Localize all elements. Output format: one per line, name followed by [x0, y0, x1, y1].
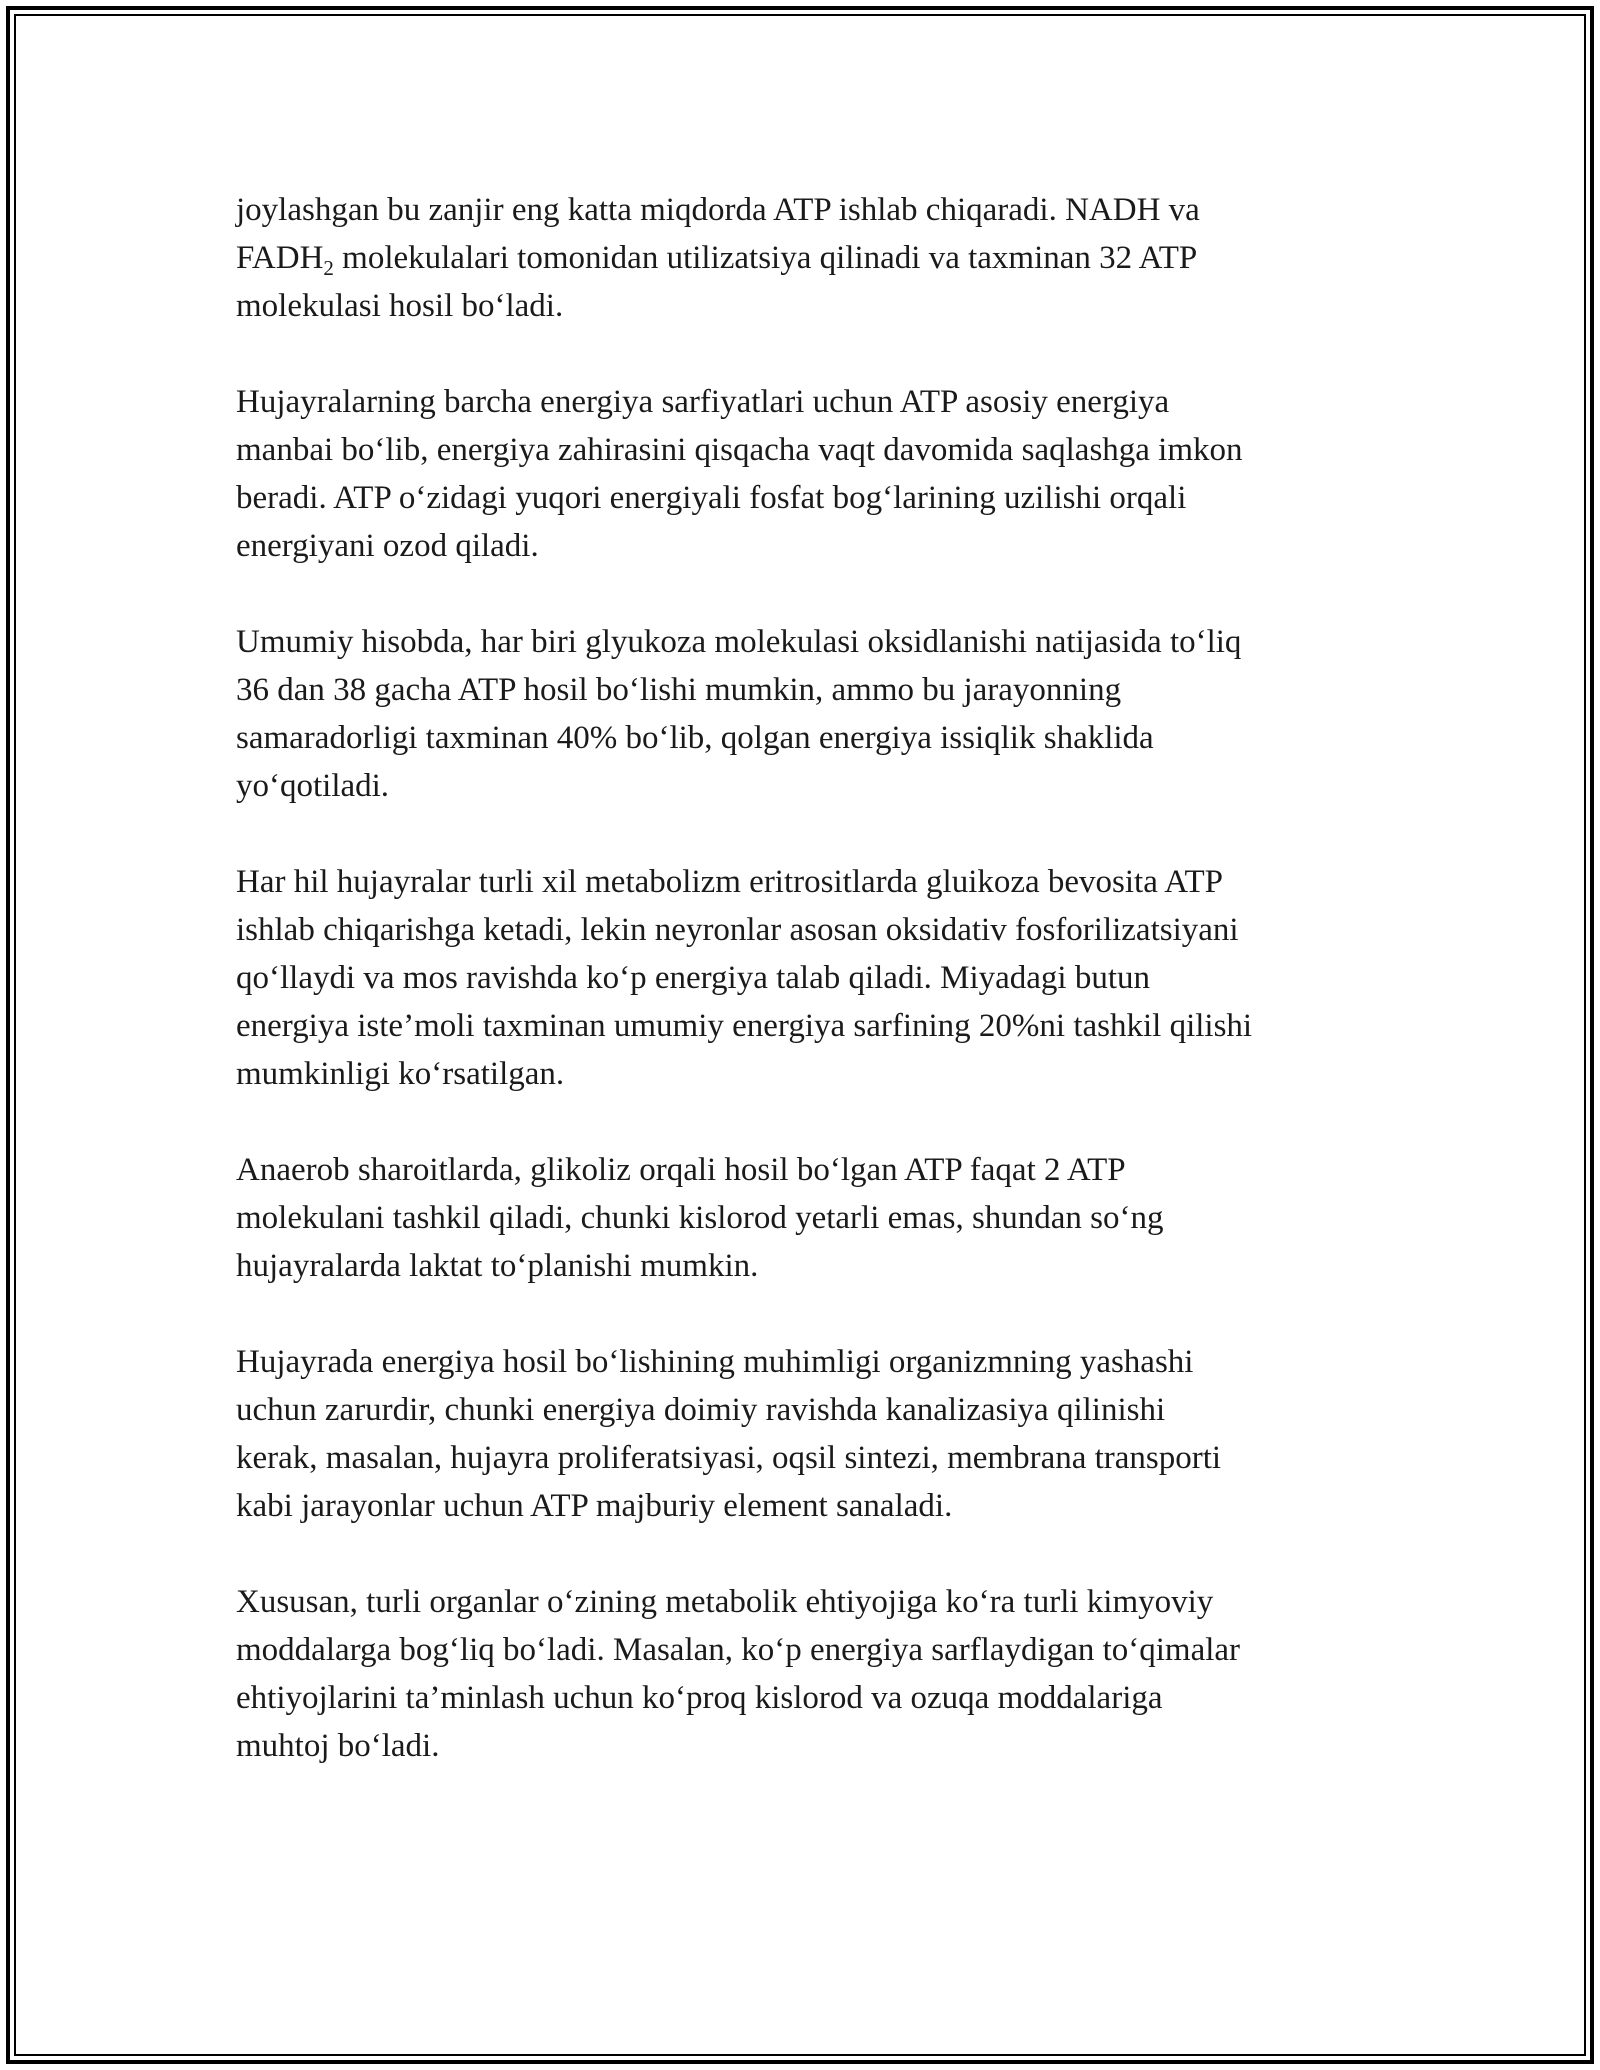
paragraph-1-line-2: molekulalari tomonidan utilizatsiya qilinadi va taxminan 32 ATP	[333, 240, 1198, 276]
fadh-subscript: 2	[323, 256, 334, 280]
paragraph-1-line-1: joylashgan bu zanjir eng katta miqdorda ATP ishlab chiqaradi. NADH va	[236, 192, 1200, 228]
paragraph-1-line-3: molekulasi hosil bo‘ladi.	[236, 288, 564, 324]
paragraph-3: Umumiy hisobda, har biri glyukoza molekulasi oksidlanishi natijasida to‘liq 36 dan 38 gacha ATP hosil bo‘lishi mumkin, ammo bu jarayonning samaradorligi taxminan 40% bo‘lib, qolgan energiya issiqlik shaklida yo‘qotiladi.	[236, 624, 1242, 804]
paragraph-7: Xususan, turli organlar o‘zining metabolik ehtiyojiga ko‘ra turli kimyoviy moddalarga bog‘liq bo‘ladi. Masalan, ko‘p energiya sarflaydigan to‘qimalar ehtiyojlarini ta’minlash uchun ko‘proq kislorod va ozuqa moddalariga muhtoj bo‘ladi.	[236, 1584, 1241, 1764]
paragraph-2: Hujayralarning barcha energiya sarfiyatlari uchun ATP asosiy energiya manbai bo‘lib, energiya zahirasini qisqacha vaqt davomida saqlashga imkon beradi. ATP o‘zidagi yuqori energiyali fosfat bog‘larining uzilishi orqali energiyani ozod qiladi.	[236, 384, 1243, 564]
paragraph-5: Anaerob sharoitlarda, glikoliz orqali hosil bo‘lgan ATP faqat 2 ATP molekulani tashkil qiladi, chunki kislorod yetarli emas, shundan so‘ng hujayralarda laktat to‘planishi mumkin.	[236, 1152, 1164, 1284]
fadh-prefix: FADH	[236, 240, 324, 276]
paragraph-6: Hujayrada energiya hosil bo‘lishining muhimligi organizmning yashashi uchun zarurdir, chunki energiya doimiy ravishda kanalizasiya qilinishi kerak, masalan, hujayra proliferatsiyasi, oqsil sintezi, membrana transporti kabi jarayonlar uchun ATP majburiy element sanaladi.	[236, 1344, 1222, 1524]
paragraph-1	[236, 186, 1376, 330]
paragraph-4: Har hil hujayralar turli xil metabolizm eritrositlarda gluikoza bevosita ATP ishlab chiqarishga ketadi, lekin neyronlar asosan oksidativ fosforilizatsiyani qo‘llaydi va mos ravishda ko‘p energiya talab qiladi. Miyadagi butun energiya iste’moli taxminan umumiy energiya sarfining 20%ni tashkil qilishi mumkinligi ko‘rsatilgan.	[236, 864, 1253, 1092]
document-body	[236, 186, 1376, 1818]
